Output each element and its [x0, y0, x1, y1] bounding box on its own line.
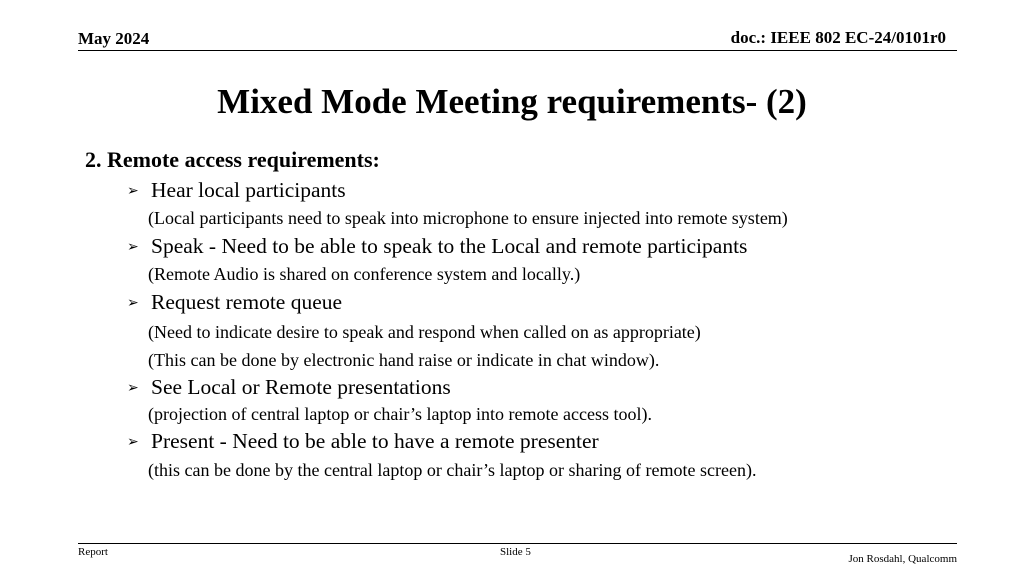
bullet-text: Request remote queue — [151, 290, 343, 314]
footer-divider — [78, 543, 957, 544]
slide-number: Slide 5 — [500, 546, 531, 558]
sub-note: (This can be done by electronic hand raise or indicate in chat window). — [148, 350, 660, 370]
arrow-bullet-icon: ➢ — [127, 295, 139, 311]
sub-note: (projection of central laptop or chair’s laptop into remote access tool). — [148, 404, 652, 424]
slide-title: Mixed Mode Meeting requirements- (2) — [217, 82, 807, 121]
bullet-text: Speak - Need to be able to speak to the Local and remote participants — [151, 234, 748, 258]
arrow-bullet-icon: ➢ — [127, 183, 139, 199]
sub-note: (Remote Audio is shared on conference system and locally.) — [148, 264, 581, 284]
footer-author: Jon Rosdahl, Qualcomm — [848, 553, 957, 565]
bullet-item — [127, 429, 599, 454]
sub-note: (Local participants need to speak into microphone to ensure injected into remote system) — [148, 208, 788, 228]
bullet-item — [127, 290, 342, 315]
bullet-item — [127, 375, 451, 400]
footer-report-label: Report — [78, 546, 108, 558]
bullet-text: Hear local participants — [151, 178, 346, 202]
arrow-bullet-icon: ➢ — [127, 434, 139, 450]
bullet-item — [127, 178, 346, 203]
bullet-text: Present - Need to be able to have a remote presenter — [151, 429, 599, 453]
sub-note: (this can be done by the central laptop or chair’s laptop or sharing of remote screen). — [148, 460, 757, 480]
bullet-text: See Local or Remote presentations — [151, 375, 451, 399]
arrow-bullet-icon: ➢ — [127, 239, 139, 255]
section-heading: 2. Remote access requirements: — [85, 147, 380, 172]
header-divider — [78, 50, 957, 51]
header-doc-id: doc.: IEEE 802 EC-24/0101r0 — [730, 28, 946, 47]
arrow-bullet-icon: ➢ — [127, 380, 139, 396]
header-date: May 2024 — [78, 29, 150, 48]
sub-note: (Need to indicate desire to speak and respond when called on as appropriate) — [148, 322, 701, 342]
bullet-item — [127, 234, 747, 259]
